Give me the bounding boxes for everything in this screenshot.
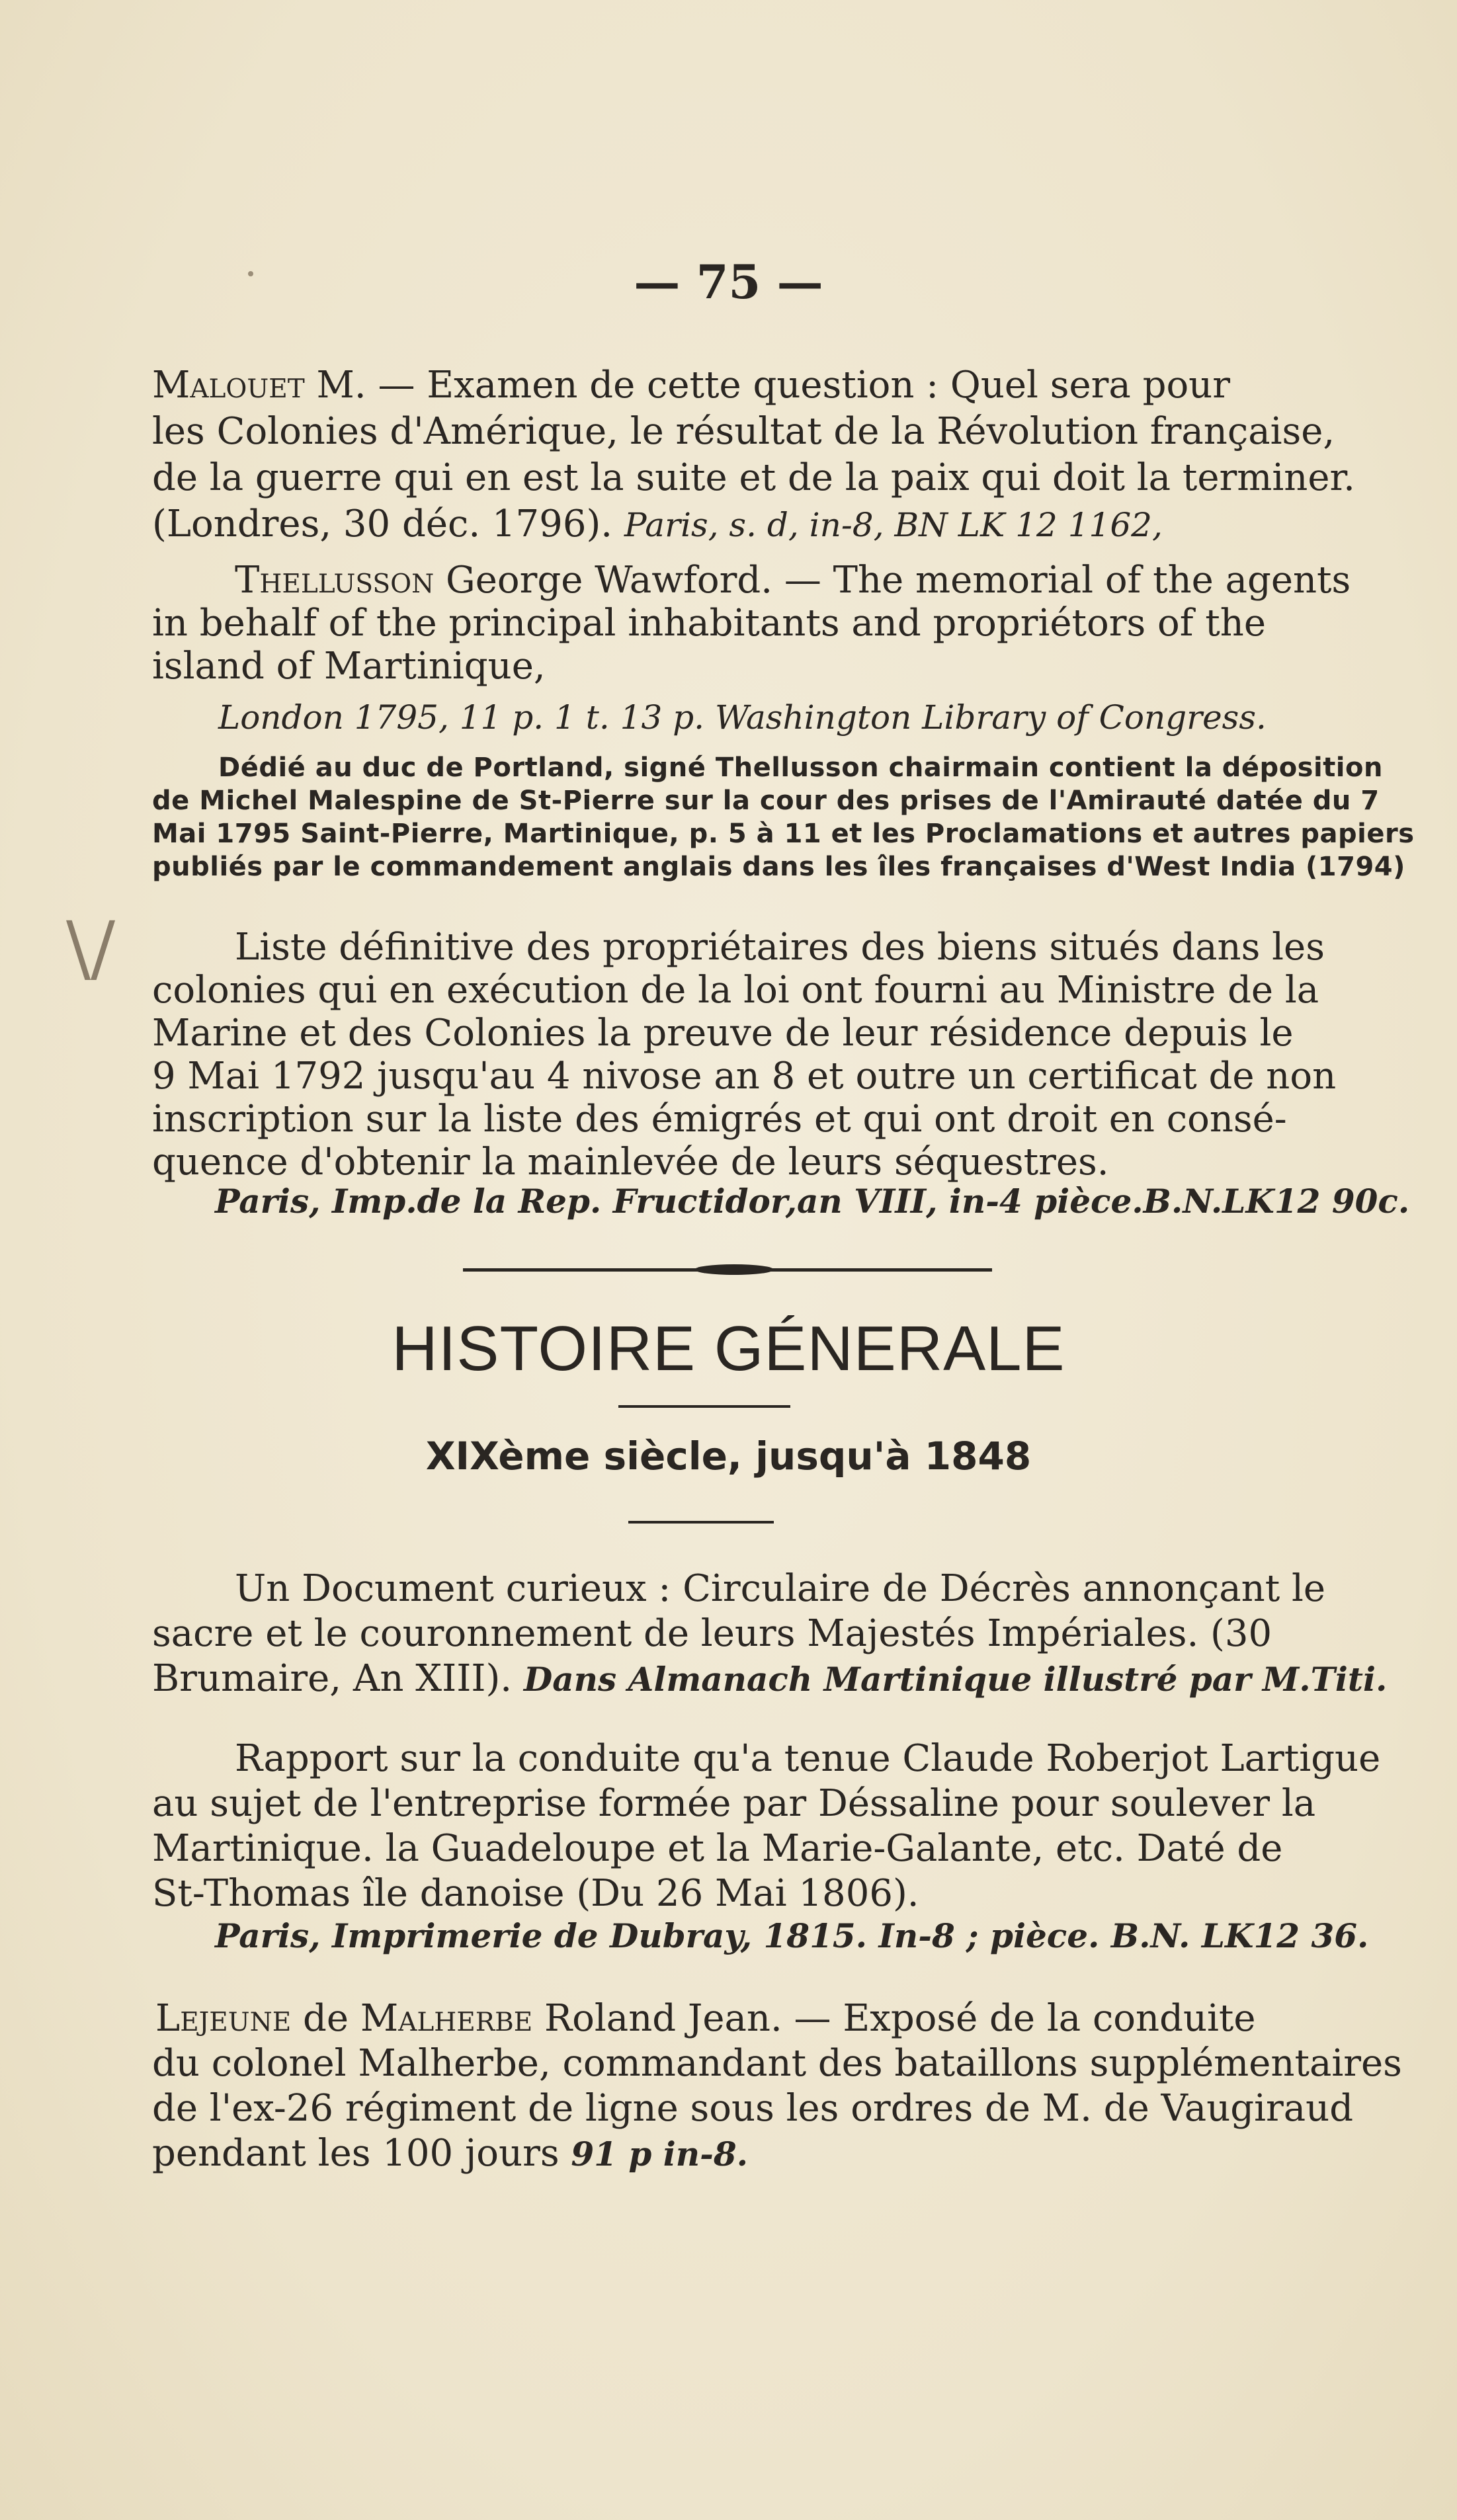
entry-rapport-line-2: au sujet de l'entreprise formée par Déssaline pour soulever la xyxy=(152,1782,1316,1825)
section-title: HISTOIRE GÉNERALE xyxy=(392,1313,1065,1384)
author-name: Malherbe xyxy=(360,1997,533,2040)
divider-ornament xyxy=(694,1264,774,1275)
entry-thellusson-note-4: publiés par le commandement anglais dans les îles françaises d'West India (1794) xyxy=(152,852,1405,882)
entry-rapport-line-3: Martinique. la Guadeloupe et la Marie-Galante, etc. Daté de xyxy=(152,1827,1283,1870)
entry-thellusson-note-3: Mai 1795 Saint-Pierre, Martinique, p. 5 à 11 et les Proclamations et autres papiers xyxy=(152,819,1415,849)
entry-document-line-3: Brumaire, An XIII). Dans Almanach Martinique illustré par M.Titi. xyxy=(152,1657,1388,1700)
page-number: — 75 — xyxy=(634,255,823,309)
entry-lejeune-line-3: de l'ex-26 régiment de ligne sous les ordres de M. de Vaugiraud xyxy=(152,2087,1354,2130)
citation: Dans Almanach Martinique illustré par M.Titi. xyxy=(523,1660,1388,1699)
entry-liste-line-2: colonies qui en exécution de la loi ont fourni au Ministre de la xyxy=(152,969,1319,1012)
entry-liste-line-3: Marine et des Colonies la preuve de leur résidence depuis le xyxy=(152,1012,1294,1055)
entry-rapport-line-4: St-Thomas île danoise (Du 26 Mai 1806). xyxy=(152,1872,919,1915)
entry-document-line-2: sacre et le couronnement de leurs Majestés Impériales. (30 xyxy=(152,1612,1272,1655)
section-subtitle: XIXème siècle, jusqu'à 1848 xyxy=(425,1434,1032,1479)
citation: Paris, s. d, in-8, BN LK 12 1162, xyxy=(624,506,1163,544)
subtitle-underline xyxy=(628,1521,774,1524)
entry-thellusson-line-1: Thellusson George Wawford. — The memorial of the agents xyxy=(235,559,1351,602)
entry-lejeune-line-1: Lejeune de Malherbe Roland Jean. — Exposé de la conduite xyxy=(155,1997,1256,2040)
entry-thellusson-line-2: in behalf of the principal inhabitants and propriétors of the xyxy=(152,602,1266,645)
entry-liste-line-5: inscription sur la liste des émigrés et qui ont droit en consé- xyxy=(152,1098,1287,1141)
entry-malouet-line-1: Malouet M. — Examen de cette question : Quel sera pour xyxy=(152,364,1230,407)
entry-thellusson-citation: London 1795, 11 p. 1 t. 13 p. Washington Library of Congress. xyxy=(218,698,1267,737)
entry-liste-citation: Paris, Imp.de la Rep. Fructidor,an VIII, in-4 pièce.B.N.LK12 90c. xyxy=(215,1182,1410,1221)
entry-thellusson-note-2: de Michel Malespine de St-Pierre sur la cour des prises de l'Amirauté datée du 7 xyxy=(152,786,1380,816)
entry-rapport-citation: Paris, Imprimerie de Dubray, 1815. In-8 ; pièce. B.N. LK12 36. xyxy=(215,1916,1369,1955)
entry-malouet-line-4: (Londres, 30 déc. 1796). Paris, s. d, in-8, BN LK 12 1162, xyxy=(152,503,1163,546)
entry-document-line-1: Un Document curieux : Circulaire de Décrès annonçant le xyxy=(235,1567,1326,1610)
entry-lejeune-line-4: pendant les 100 jours 91 p in-8. xyxy=(152,2132,749,2175)
entry-thellusson-note-1: Dédié au duc de Portland, signé Thellusson chairmain contient la déposition xyxy=(218,752,1383,783)
entry-malouet-line-2: les Colonies d'Amérique, le résultat de la Révolution française, xyxy=(152,410,1335,453)
author-name: Malouet M. xyxy=(152,364,366,407)
entry-rapport-line-1: Rapport sur la conduite qu'a tenue Claude Roberjot Lartigue xyxy=(235,1737,1381,1780)
citation: 91 p in-8. xyxy=(571,2134,749,2174)
entry-lejeune-line-2: du colonel Malherbe, commandant des bataillons supplémentaires xyxy=(152,2042,1402,2085)
entry-liste-line-6: quence d'obtenir la mainlevée de leurs séquestres. xyxy=(152,1141,1109,1184)
title-underline xyxy=(618,1405,790,1408)
margin-check-mark: \/ xyxy=(66,906,116,991)
entry-liste-line-1: Liste définitive des propriétaires des biens situés dans les xyxy=(235,926,1325,969)
entry-liste-line-4: 9 Mai 1792 jusqu'au 4 nivose an 8 et outre un certificat de non xyxy=(152,1055,1337,1098)
entry-thellusson-line-3: island of Martinique, xyxy=(152,645,546,688)
author-name: Lejeune xyxy=(155,1997,292,2040)
author-name: Thellusson xyxy=(235,559,435,602)
entry-malouet-line-3: de la guerre qui en est la suite et de la paix qui doit la terminer. xyxy=(152,456,1355,499)
